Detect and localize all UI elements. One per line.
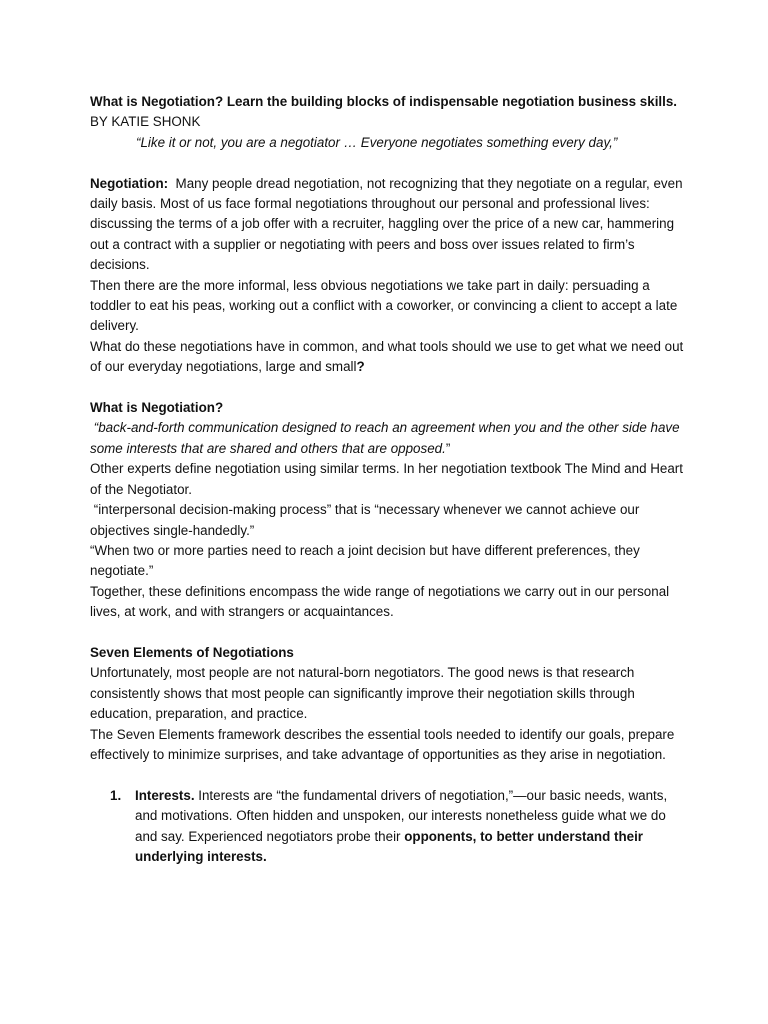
spacer — [90, 765, 690, 785]
intro-question: What do these negotiations have in common, and what tools should we use to get what we need out of our everyday negotiations, large and small — [90, 338, 684, 375]
intro-paragraph — [90, 174, 690, 276]
definition-quote-text: “back-and-forth communication designed to reach an agreement when you and the other side have some interests that are shared and others that are opposed. — [90, 420, 684, 456]
list-item — [90, 786, 690, 868]
article-title: What is Negotiation? Learn the building blocks of indispensable negotiation business skills. — [90, 94, 678, 109]
intro-paragraph-2: Then there are the more informal, less obvious negotiations we take part in daily: persuading a toddler to eat his peas, working out a conflict with a coworker, or convincing a client to accept a late delivery. — [90, 277, 678, 334]
list-item-number: 1. — [110, 787, 122, 803]
definition-paragraph-3: “When two or more parties need to reach a joint decision but have different preferences, they negotiate.” — [90, 542, 640, 579]
document-page — [90, 92, 690, 867]
list-item-text: Interests are “the fundamental drivers of negotiation,”—our basic needs, wants, and motivations. Often hidden and unspoken, our interests nonetheless guide what we do and say. Experienced negotiators probe their — [135, 787, 671, 844]
spacer — [90, 623, 690, 643]
intro-question-mark: ? — [356, 359, 365, 375]
definition-quote-end: ” — [445, 440, 451, 456]
intro-paragraph-3 — [90, 337, 690, 378]
epigraph: “Like it or not, you are a negotiator … Everyone negotiates something every day,” — [136, 134, 618, 150]
byline: BY KATIE SHONK — [90, 114, 201, 130]
intro-text: Many people dread negotiation, not recognizing that they negotiate on a regular, even daily basis. Most of us face formal negotiations throughout our personal and professional lives: discussing the terms of a job offer with a recruiter, haggling over the price of a new car, hammering out a contract with a supplier or negotiating with peers and boss over issues related to firm’s decisions. — [90, 175, 687, 273]
spacer — [90, 153, 690, 173]
definition-paragraph-2: “interpersonal decision-making process” that is “necessary whenever we cannot achieve our objectives single-handedly.” — [90, 502, 644, 538]
definition-paragraph-1: Other experts define negotiation using similar terms. In her negotiation textbook The Mind and Heart of the Negotiator. — [90, 461, 683, 497]
seven-paragraph-2: The Seven Elements framework describes the essential tools needed to identify our goals, prepare effectively to minimize surprises, and take advantage of opportunities as they arise in negotiation. — [90, 726, 675, 762]
list-item-label: Interests. — [135, 787, 195, 803]
definition-quote — [90, 418, 690, 459]
list-item-bold-text: opponents, to better understand their underlying interests. — [135, 828, 644, 864]
section-heading-definition: What is Negotiation? — [90, 400, 224, 416]
section-heading-seven-elements: Seven Elements of Negotiations — [90, 644, 294, 660]
definition-paragraph-4: Together, these definitions encompass the wide range of negotiations we carry out in our personal lives, at work, and with strangers or acquaintances. — [90, 583, 670, 620]
spacer — [90, 378, 690, 398]
elements-list — [90, 786, 690, 868]
seven-paragraph-1: Unfortunately, most people are not natural-born negotiators. The good news is that research consistently shows that most people can significantly improve their negotiation skills through education, preparation, and practice. — [90, 665, 635, 722]
intro-label: Negotiation: — [90, 175, 169, 191]
